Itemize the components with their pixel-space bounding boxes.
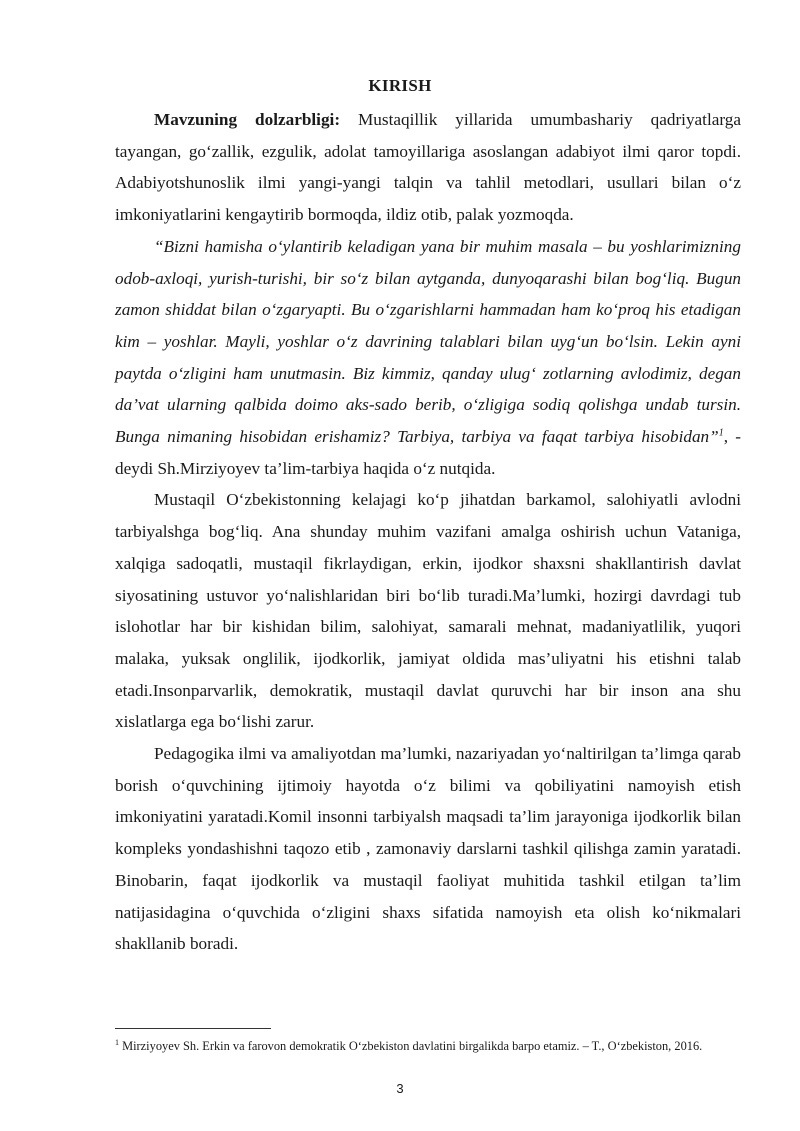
- body-text: [115, 104, 741, 960]
- footnote-marker: 1: [115, 1037, 119, 1047]
- footnote-separator: [115, 1028, 271, 1029]
- footnote-reference: 1: [718, 427, 724, 439]
- paragraph-pedagogy: Pedagogika ilmi va amaliyotdan ma’lumki, nazariyadan yo‘naltirilgan ta’limga qarab borish o‘quvchining ijtimoiy hayotda o‘z bilimi va qobiliyatini namoyish etish imkoniyatini yaratadi.Komil insonni tarbiyalsh maqsadi ta’lim jarayoniga ijodkorlik bilan kompleks yondashishni taqozo etib , zamonaviy darslarni tashkil qilishga zamin yaratadi. Binobarin, faqat ijodkorlik va mustaqil faoliyat muhitida tashkil etilgan ta’lim natijasidagina o‘quvchida o‘zligini shaxs sifatida namoyish eta olish ko‘nikmalari shakllanib boradi.: [115, 744, 741, 954]
- page-number: 3: [396, 1081, 404, 1096]
- paragraph-quote: [115, 231, 741, 485]
- relevance-lead: Mavzuning dolzarbligi:: [154, 110, 341, 129]
- paragraph-independence: Mustaqil O‘zbekistonning kelajagi ko‘p jihatdan barkamol, salohiyatli avlodni tarbiyalshga bog‘liq. Ana shunday muhim vazifani amalga oshirish uchun Vataniga, xalqiga sadoqatli, mustaqil fikrlaydigan, erkin, ijodkor shaxsni shakllantirish davlat siyosatining ustuvor yo‘nalishlaridan biri bo‘lib turadi.Ma’lumki, hozirgi davrdagi tub islohotlar har bir kishidan bilim, salohiyat, samarali mehnat, madaniyatlilik, yuqori malaka, yuksak onglilik, ijodkorlik, jamiyat oldida mas’uliyatni his etishni talab etadi.Insonparvarlik, demokratik, mustaqil davlat quruvchi har bir inson ana shu xislatlarga ega bo‘lishi zarur.: [115, 490, 741, 732]
- section-heading: KIRISH: [368, 76, 432, 95]
- quote-attribution: , - deydi Sh.Mirziyoyev ta’lim-tarbiya haqida o‘z nutqida.: [115, 427, 741, 478]
- paragraph-relevance: [115, 104, 741, 231]
- footnote-text: Mirziyoyev Sh. Erkin va farovon demokratik O‘zbekiston davlatini birgalikda barpo etamiz. – T., O‘zbekiston, 2016.: [119, 1039, 703, 1053]
- quote-text: “Bizni hamisha o‘ylantirib keladigan yana bir muhim masala – bu yoshlarimizning odob-axloqi, yurish-turishi, bir so‘z bilan aytganda, dunyoqarashi bilan bog‘liq. Bugun zamon shiddat bilan o‘zgaryapti. Bu o‘zgarishlarni hammadan ham ko‘proq his etadigan kim – yoshlar. Mayli, yoshlar o‘z davrining talablari bilan uyg‘un bo‘lsin. Lekin ayni paytda o‘zligini ham unutmasin. Biz kimmiz, qanday ulug‘ zotlarning avlodimiz, degan da’vat ularning qalbida doimo aks-sado berib, o‘zligiga sodiq qolishga undab tursin. Bunga nimaning hisobidan erishamiz? Tarbiya, tarbiya va faqat tarbiya hisobidan”: [115, 236, 741, 447]
- relevance-text: Mustaqillik yillarida umumbashariy qadriyatlarga tayangan, go‘zallik, ezgulik, adolat tamoyillariga asoslangan adabiyot ilmi qaror topdi. Adabiyotshunoslik ilmi yangi-yangi talqin va tahlil metodlari, usullari bilan o‘z imkoniyatlarini kengaytirib bormoqda, ildiz otib, palak yozmoqda.: [115, 110, 741, 225]
- footnote: [115, 1038, 755, 1054]
